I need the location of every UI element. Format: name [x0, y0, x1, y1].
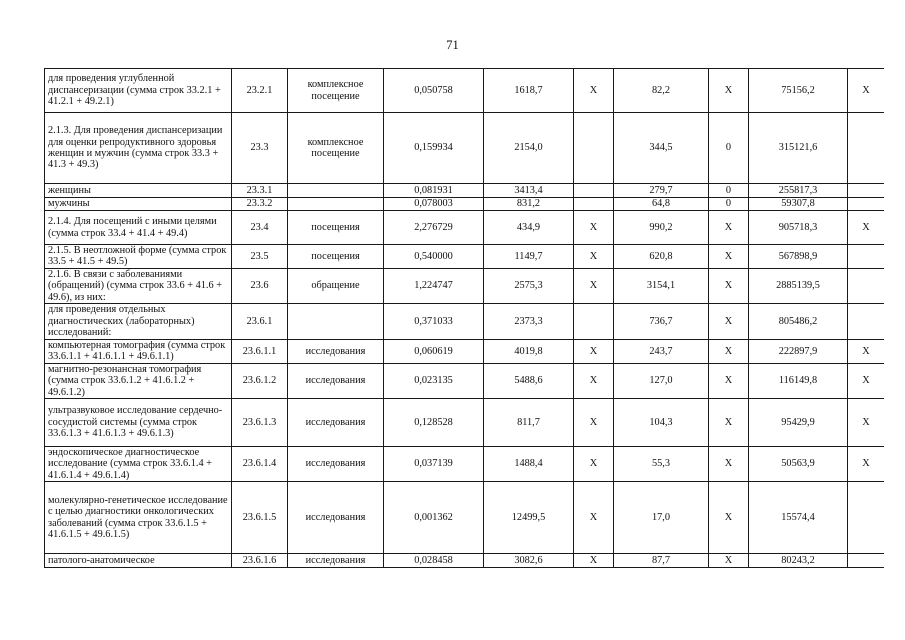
mark-cell: X	[709, 399, 749, 447]
mark-cell: X	[574, 211, 614, 245]
unit-cell	[288, 198, 384, 211]
cost-norm-cell: 3082,6	[484, 554, 574, 568]
mark-cell: X	[709, 245, 749, 269]
mark-cell: X	[574, 245, 614, 269]
unit-cell: комплексное посещение	[288, 113, 384, 184]
mark-cell: X	[574, 482, 614, 554]
mark-cell	[574, 304, 614, 340]
per-capita-cell: 55,3	[614, 447, 709, 482]
volume-norm-cell: 0,159934	[384, 113, 484, 184]
volume-norm-cell: 0,540000	[384, 245, 484, 269]
cost-norm-cell: 1618,7	[484, 69, 574, 113]
row-name-cell: ультразвуковое исследование сердечно-сосудистой системы (сумма строк 33.6.1.3 + 41.6.1.3 + 49.6.1.3)	[45, 399, 232, 447]
row-code-cell: 23.3.2	[232, 198, 288, 211]
cost-norm-cell: 434,9	[484, 211, 574, 245]
volume-norm-cell: 0,023135	[384, 363, 484, 398]
mark-cell: X	[848, 363, 885, 398]
row-name-cell: для проведения углубленной диспансеризации (сумма строк 33.2.1 + 41.2.1 + 49.2.1)	[45, 69, 232, 113]
row-code-cell: 23.6.1.3	[232, 399, 288, 447]
mark-cell	[848, 184, 885, 198]
table-row	[45, 447, 885, 482]
unit-cell: посещения	[288, 211, 384, 245]
table-row	[45, 198, 885, 211]
mark-cell: X	[574, 69, 614, 113]
total-cell: 15574,4	[749, 482, 848, 554]
cost-norm-cell: 3413,4	[484, 184, 574, 198]
per-capita-cell: 620,8	[614, 245, 709, 269]
per-capita-cell: 87,7	[614, 554, 709, 568]
mark-cell: 0	[709, 198, 749, 211]
table-row	[45, 245, 885, 269]
row-name-cell: 2.1.5. В неотложной форме (сумма строк 33.5 + 41.5 + 49.5)	[45, 245, 232, 269]
mark-cell	[848, 482, 885, 554]
table-row	[45, 399, 885, 447]
cost-norm-cell: 811,7	[484, 399, 574, 447]
table-row	[45, 340, 885, 364]
unit-cell: исследования	[288, 482, 384, 554]
volume-norm-cell: 0,001362	[384, 482, 484, 554]
mark-cell	[848, 113, 885, 184]
total-cell: 59307,8	[749, 198, 848, 211]
mark-cell: X	[848, 399, 885, 447]
mark-cell: X	[574, 554, 614, 568]
mark-cell: X	[848, 69, 885, 113]
row-code-cell: 23.6	[232, 268, 288, 303]
per-capita-cell: 17,0	[614, 482, 709, 554]
table-row	[45, 69, 885, 113]
row-code-cell: 23.3.1	[232, 184, 288, 198]
volume-norm-cell: 2,276729	[384, 211, 484, 245]
mark-cell	[574, 113, 614, 184]
row-code-cell: 23.3	[232, 113, 288, 184]
cost-norm-cell: 1488,4	[484, 447, 574, 482]
cost-norm-cell: 1149,7	[484, 245, 574, 269]
mark-cell: X	[574, 363, 614, 398]
cost-norm-cell: 2373,3	[484, 304, 574, 340]
unit-cell: исследования	[288, 447, 384, 482]
row-code-cell: 23.4	[232, 211, 288, 245]
table-body	[45, 69, 885, 568]
per-capita-cell: 104,3	[614, 399, 709, 447]
total-cell: 567898,9	[749, 245, 848, 269]
mark-cell	[848, 268, 885, 303]
mark-cell	[848, 245, 885, 269]
total-cell: 255817,3	[749, 184, 848, 198]
unit-cell: исследования	[288, 363, 384, 398]
total-cell: 75156,2	[749, 69, 848, 113]
mark-cell: X	[709, 340, 749, 364]
cost-norm-cell: 12499,5	[484, 482, 574, 554]
cost-norm-cell: 2154,0	[484, 113, 574, 184]
unit-cell: исследования	[288, 399, 384, 447]
mark-cell: X	[848, 340, 885, 364]
mark-cell	[848, 304, 885, 340]
page-number: 71	[446, 38, 459, 52]
row-code-cell: 23.6.1.4	[232, 447, 288, 482]
table-sheet	[44, 68, 884, 640]
row-code-cell: 23.6.1.6	[232, 554, 288, 568]
table-row	[45, 184, 885, 198]
table-row	[45, 211, 885, 245]
row-code-cell: 23.2.1	[232, 69, 288, 113]
per-capita-cell: 3154,1	[614, 268, 709, 303]
unit-cell: посещения	[288, 245, 384, 269]
row-name-cell: 2.1.6. В связи с заболеваниями (обращений) (сумма строк 33.6 + 41.6 + 49.6), из них:	[45, 268, 232, 303]
total-cell: 116149,8	[749, 363, 848, 398]
mark-cell: X	[709, 447, 749, 482]
row-code-cell: 23.6.1.5	[232, 482, 288, 554]
total-cell: 905718,3	[749, 211, 848, 245]
unit-cell: исследования	[288, 340, 384, 364]
per-capita-cell: 344,5	[614, 113, 709, 184]
total-cell: 80243,2	[749, 554, 848, 568]
row-name-cell: магнитно-резонансная томография (сумма строк 33.6.1.2 + 41.6.1.2 + 49.6.1.2)	[45, 363, 232, 398]
mark-cell	[848, 198, 885, 211]
table-row	[45, 304, 885, 340]
volume-norm-cell: 0,050758	[384, 69, 484, 113]
mark-cell: X	[574, 447, 614, 482]
per-capita-cell: 243,7	[614, 340, 709, 364]
row-name-cell: 2.1.3. Для проведения диспансеризации для оценки репродуктивного здоровья женщин и мужчин (сумма строк 33.3 + 41.3 + 49.3)	[45, 113, 232, 184]
per-capita-cell: 990,2	[614, 211, 709, 245]
mark-cell: X	[709, 268, 749, 303]
row-name-cell: патолого-анатомическое	[45, 554, 232, 568]
mark-cell: X	[709, 554, 749, 568]
total-cell: 805486,2	[749, 304, 848, 340]
mark-cell: X	[848, 211, 885, 245]
total-cell: 222897,9	[749, 340, 848, 364]
unit-cell: обращение	[288, 268, 384, 303]
table-row	[45, 268, 885, 303]
row-name-cell: компьютерная томография (сумма строк 33.6.1.1 + 41.6.1.1 + 49.6.1.1)	[45, 340, 232, 364]
unit-cell: исследования	[288, 554, 384, 568]
volume-norm-cell: 0,037139	[384, 447, 484, 482]
volume-norm-cell: 0,371033	[384, 304, 484, 340]
per-capita-cell: 736,7	[614, 304, 709, 340]
row-name-cell: для проведения отдельных диагностических (лабораторных) исследований:	[45, 304, 232, 340]
mark-cell	[574, 198, 614, 211]
table-row	[45, 363, 885, 398]
per-capita-cell: 64,8	[614, 198, 709, 211]
table-row	[45, 554, 885, 568]
mark-cell: X	[709, 304, 749, 340]
mark-cell: X	[848, 447, 885, 482]
mark-cell: X	[574, 268, 614, 303]
row-name-cell: женщины	[45, 184, 232, 198]
row-code-cell: 23.5	[232, 245, 288, 269]
volume-norm-cell: 0,028458	[384, 554, 484, 568]
mark-cell	[848, 554, 885, 568]
table-row	[45, 113, 885, 184]
mark-cell	[574, 184, 614, 198]
total-cell: 95429,9	[749, 399, 848, 447]
row-name-cell: молекулярно-генетическое исследование с целью диагностики онкологических заболеваний (сумма строк 33.6.1.5 + 41.6.1.5 + 49.6.1.5)	[45, 482, 232, 554]
total-cell: 315121,6	[749, 113, 848, 184]
per-capita-cell: 82,2	[614, 69, 709, 113]
row-code-cell: 23.6.1	[232, 304, 288, 340]
volume-norm-cell: 0,078003	[384, 198, 484, 211]
row-code-cell: 23.6.1.1	[232, 340, 288, 364]
mark-cell: X	[709, 211, 749, 245]
cost-norm-cell: 4019,8	[484, 340, 574, 364]
per-capita-cell: 279,7	[614, 184, 709, 198]
row-name-cell: 2.1.4. Для посещений с иными целями (сумма строк 33.4 + 41.4 + 49.4)	[45, 211, 232, 245]
mark-cell: X	[574, 340, 614, 364]
volume-norm-cell: 0,060619	[384, 340, 484, 364]
unit-cell: комплексное посещение	[288, 69, 384, 113]
volume-norm-cell: 0,128528	[384, 399, 484, 447]
unit-cell	[288, 184, 384, 198]
table-row	[45, 482, 885, 554]
volume-norm-cell: 0,081931	[384, 184, 484, 198]
mark-cell: X	[574, 399, 614, 447]
mark-cell: 0	[709, 113, 749, 184]
per-capita-cell: 127,0	[614, 363, 709, 398]
mark-cell: 0	[709, 184, 749, 198]
row-name-cell: эндоскопическое диагностическое исследование (сумма строк 33.6.1.4 + 41.6.1.4 + 49.6.1.4)	[45, 447, 232, 482]
cost-norm-cell: 2575,3	[484, 268, 574, 303]
total-cell: 50563,9	[749, 447, 848, 482]
total-cell: 2885139,5	[749, 268, 848, 303]
volume-norm-cell: 1,224747	[384, 268, 484, 303]
row-name-cell: мужчины	[45, 198, 232, 211]
mark-cell: X	[709, 482, 749, 554]
unit-cell	[288, 304, 384, 340]
mark-cell: X	[709, 363, 749, 398]
mark-cell: X	[709, 69, 749, 113]
row-code-cell: 23.6.1.2	[232, 363, 288, 398]
cost-norm-cell: 831,2	[484, 198, 574, 211]
data-table	[44, 68, 884, 568]
cost-norm-cell: 5488,6	[484, 363, 574, 398]
